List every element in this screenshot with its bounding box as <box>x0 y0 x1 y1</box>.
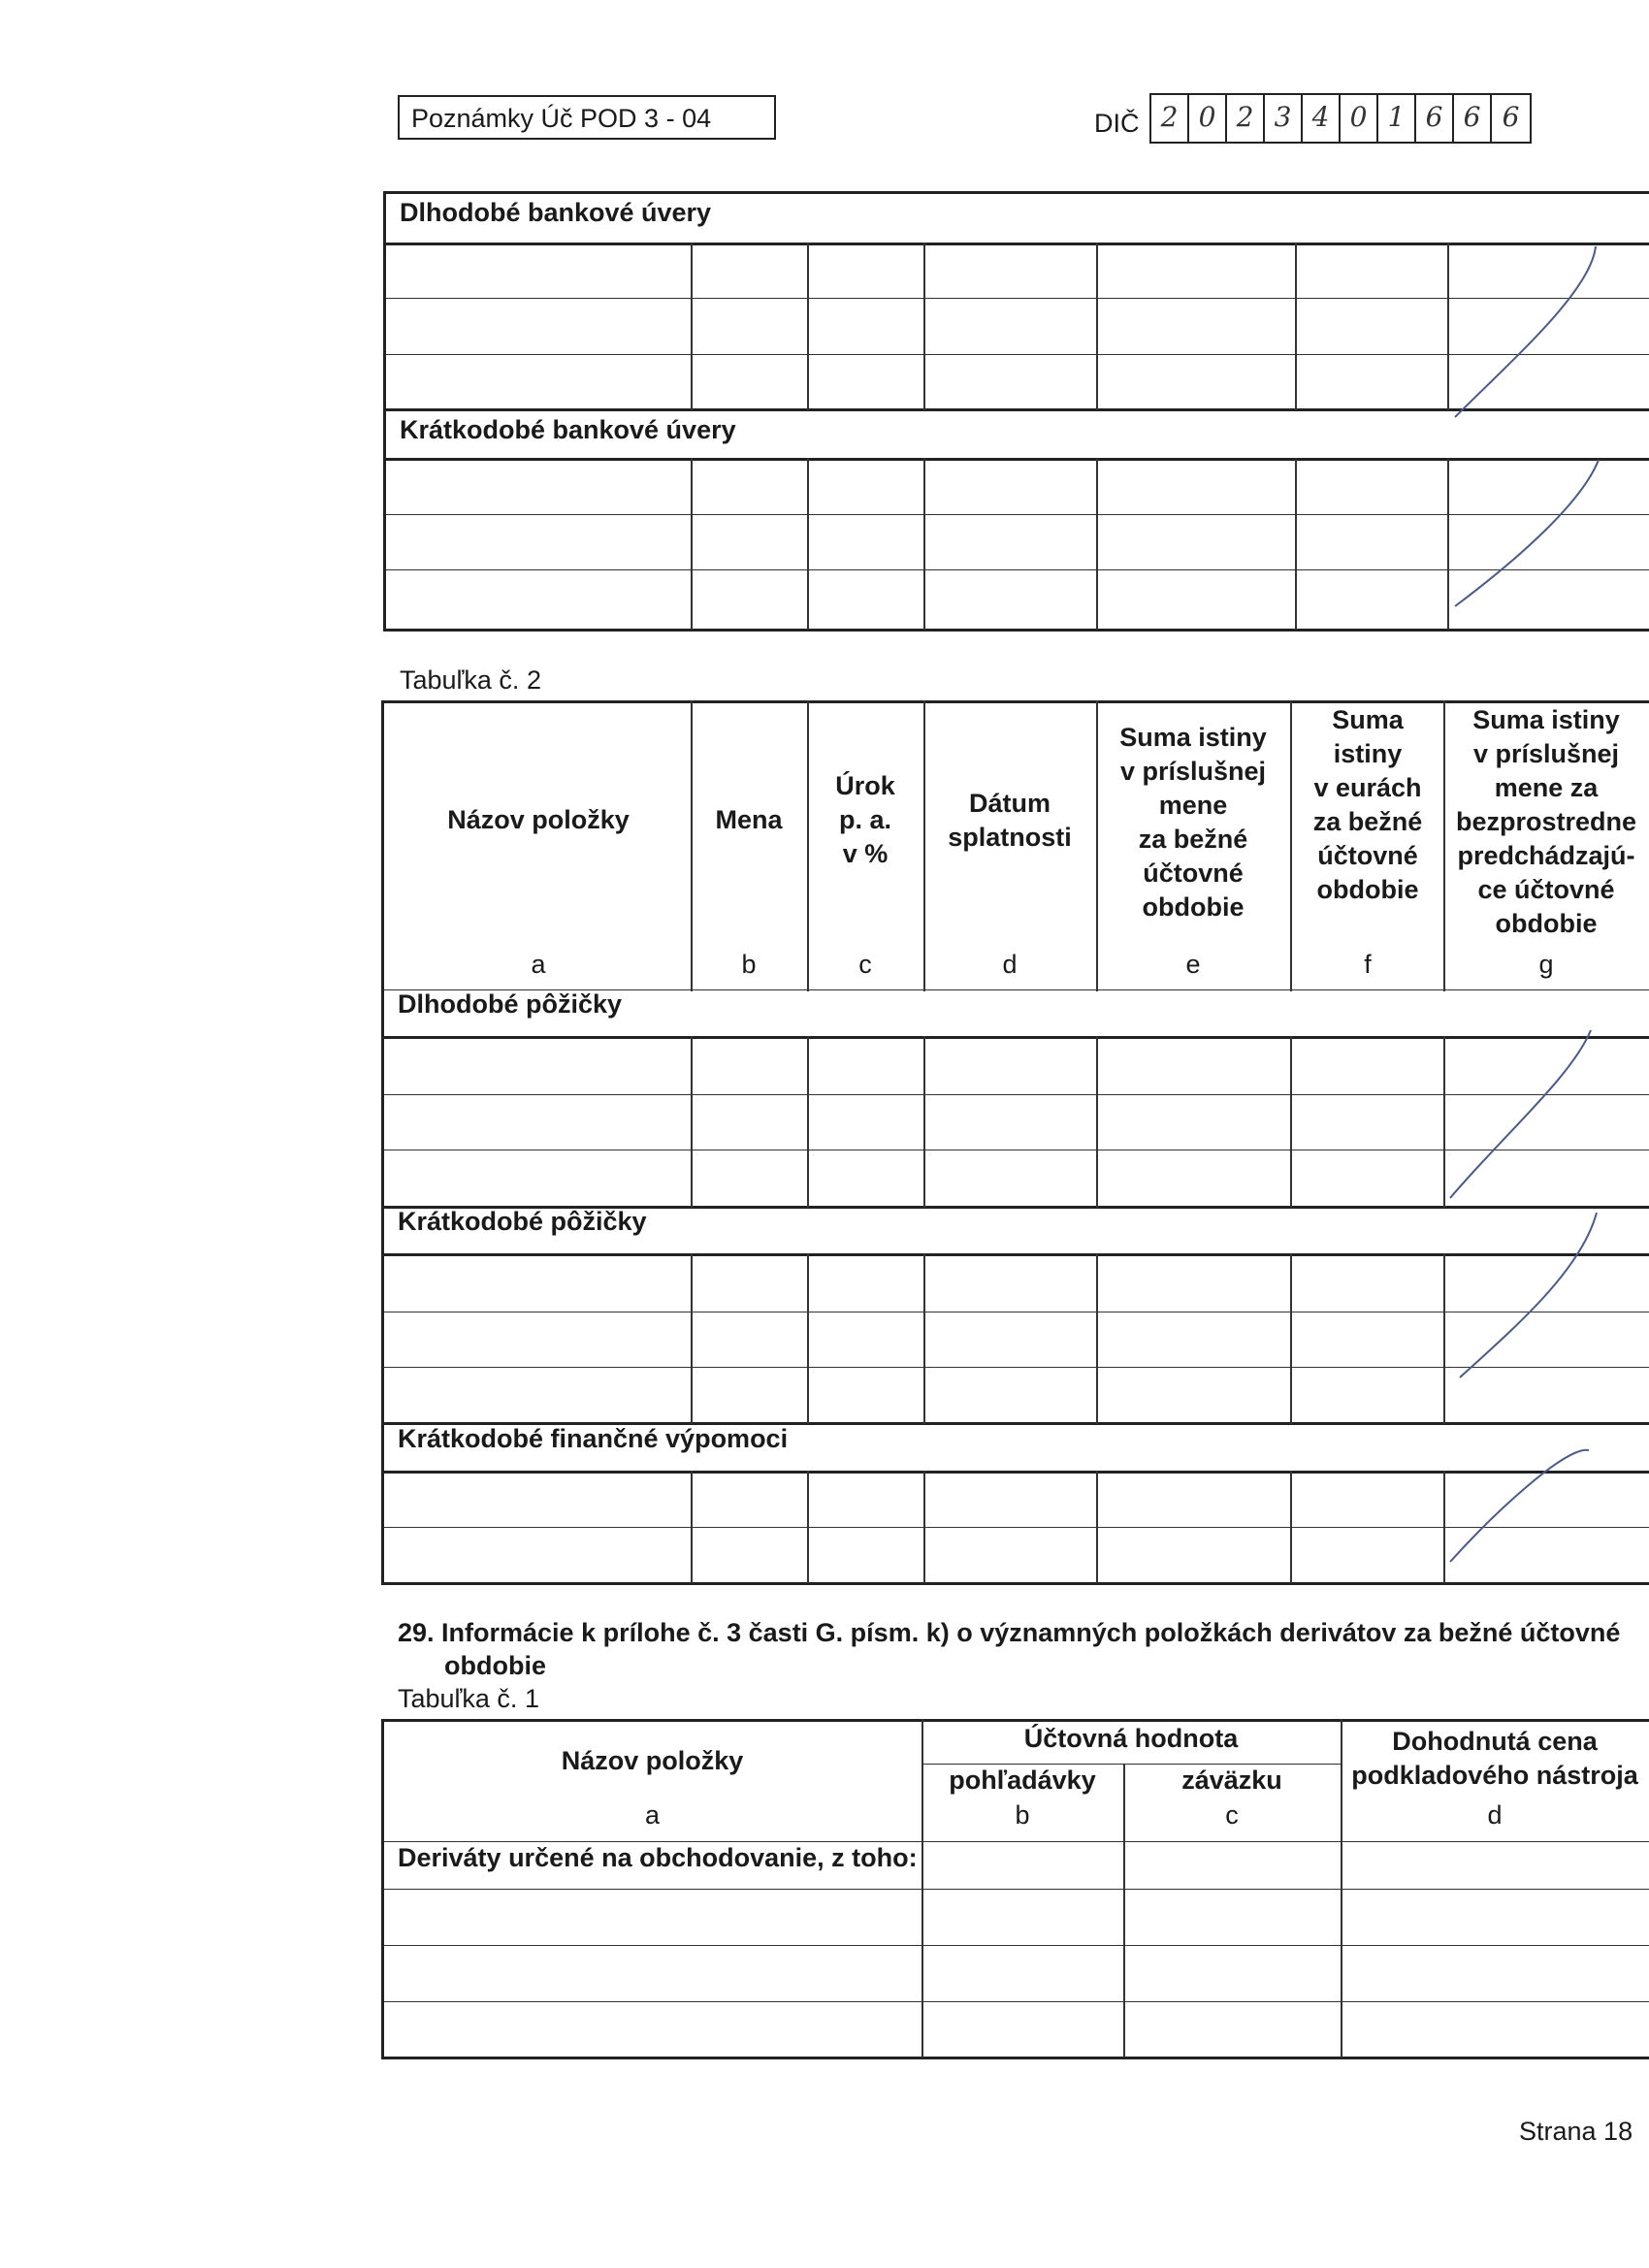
table2-header-b: Mena <box>715 805 783 834</box>
table1-caption: Tabuľka č. 1 <box>398 1684 539 1713</box>
table1-letter-b: b <box>1015 1800 1030 1830</box>
table2-header-g: Suma istiny v príslušnej mene za bezprostredne predchádzajú- ce účtovné obdobie <box>1455 705 1637 938</box>
dic-digit: 4 <box>1303 95 1341 142</box>
cross-out-stroke <box>1450 1030 1591 1198</box>
table1-row-derivatives: Deriváty určené na obchodovanie, z toho: <box>398 1843 918 1872</box>
table2-letter-g: g <box>1538 950 1554 979</box>
dic-digit: 6 <box>1454 95 1492 142</box>
cross-out-stroke <box>1460 1213 1597 1377</box>
page-number: Strana 18 <box>1519 2117 1633 2146</box>
table1-letter-c: c <box>1225 1800 1239 1830</box>
dic-digit: 2 <box>1227 95 1265 142</box>
dic-digit: 0 <box>1341 95 1378 142</box>
table2-header-e: Suma istiny v príslušnej mene za bežné účtovné obdobie <box>1119 723 1267 922</box>
dic-digit: 6 <box>1502 101 1520 133</box>
table2-header-f: Suma istiny v eurách za bežné účtovné obdobie <box>1312 705 1423 904</box>
cross-out-stroke <box>1455 246 1596 417</box>
dic-digit: 6 <box>1416 95 1454 142</box>
table1-header-d: Dohodnutá cena podkladového nástroja <box>1351 1727 1638 1790</box>
dic-digit: 1 <box>1378 95 1416 142</box>
table2-letter-a: a <box>531 950 546 979</box>
table2-letter-b: b <box>741 950 757 979</box>
dic-label: DIČ <box>1094 109 1140 138</box>
table2-header-d: Dátum splatnosti <box>948 789 1072 852</box>
section-long-loans: Dlhodobé pôžičky <box>398 989 623 1019</box>
table2-header-a: Názov položky <box>447 805 630 834</box>
section-long-bank-loans: Dlhodobé bankové úvery <box>400 198 712 227</box>
table2-letter-e: e <box>1185 950 1201 979</box>
table2-header-c: Úrok p. a. v % <box>835 771 895 868</box>
table2-letter-c: c <box>858 950 872 979</box>
cross-out-stroke <box>1455 460 1599 606</box>
section-short-financial-aid: Krátkodobé finančné výpomoci <box>398 1424 789 1453</box>
form-label: Poznámky Úč POD 3 - 04 <box>398 95 776 140</box>
table1-header-b: pohľadávky <box>949 1766 1096 1795</box>
section-short-loans: Krátkodobé pôžičky <box>398 1207 647 1236</box>
section29-title: 29. Informácie k prílohe č. 3 časti G. písm. k) o významných položkách derivátov za bežné účtovné <box>398 1618 1621 1647</box>
dic-digit: 3 <box>1265 95 1303 142</box>
section-short-bank-loans: Krátkodobé bankové úvery <box>400 415 736 444</box>
table1-header-accounting-value: Účtovná hodnota <box>1023 1724 1239 1753</box>
table1-header-c: záväzku <box>1181 1766 1282 1795</box>
table1-letter-d: d <box>1487 1800 1503 1830</box>
table2-letter-d: d <box>1002 950 1018 979</box>
table2-letter-f: f <box>1364 950 1372 979</box>
section29-title-cont: obdobie <box>444 1651 546 1680</box>
table1-letter-a: a <box>644 1800 661 1830</box>
dic-digit: 0 <box>1189 95 1227 142</box>
table1-header-a: Názov položky <box>561 1746 744 1775</box>
table2-caption: Tabuľka č. 2 <box>400 665 541 695</box>
cross-out-stroke <box>1450 1450 1589 1562</box>
dic-digit: 2 <box>1151 95 1189 142</box>
